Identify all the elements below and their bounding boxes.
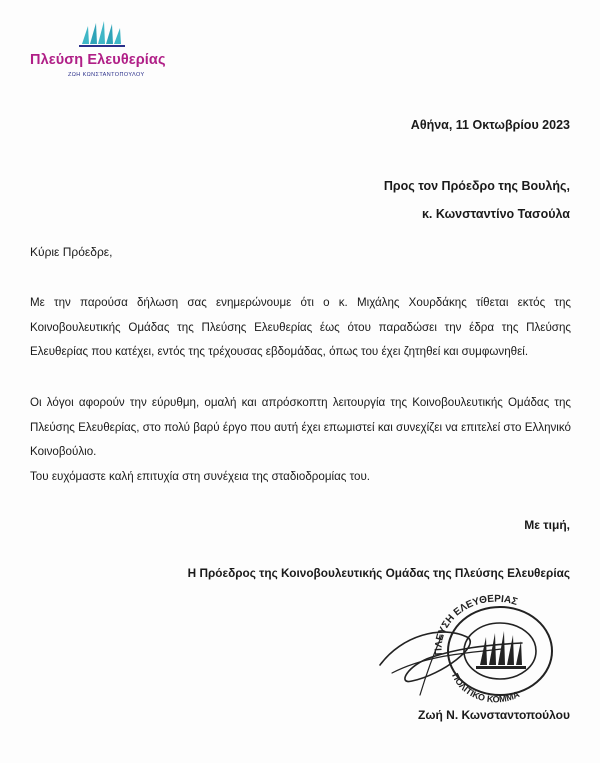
body-paragraph-1: Με την παρούσα δήλωση σας ενημερώνουμε ότι ο κ. Μιχάλης Χουρδάκης τίθεται εκτός της Κοινοβουλευτικής Ομάδας της Πλεύσης Ελευθερίας έως ότου παραδώσει την έδρα της Πλεύσης Ελευθερίας που κατέχει, εντός της τρέχουσας εβδομάδας, όπως του έχει ζητηθεί και συμφωνηθεί.: [30, 296, 571, 358]
recipient-line-2: κ. Κωνσταντίνο Τασούλα: [421, 207, 570, 221]
body-paragraph-3: Του ευχόμαστε καλή επιτυχία στη συνέχεια της σταδιοδρομίας του.: [30, 470, 371, 483]
stamp-text-bottom: ΠΟΛΙΤΙΚΟ ΚΟΜΜΑ: [450, 671, 522, 703]
party-logo: [24, 18, 174, 88]
closing: Με τιμή,: [524, 518, 570, 532]
logo-brand-text: Πλεύση Ελευθερίας: [30, 52, 166, 68]
recipient-line-1: Προς τον Πρόεδρο της Βουλής,: [383, 179, 570, 193]
ships-logo-icon: [74, 20, 134, 50]
letter-date: Αθήνα, 11 Οκτωβρίου 2023: [410, 118, 570, 132]
signer-title: Η Πρόεδρος της Κοινοβουλευτικής Ομάδας της Πλεύσης Ελευθερίας: [187, 566, 570, 580]
salutation: Κύριε Πρόεδρε,: [30, 245, 113, 259]
signer-name: Ζωή Ν. Κωνσταντοπούλου: [418, 708, 570, 722]
logo-subtitle: ΖΩΗ ΚΩΝΣΤΑΝΤΟΠΟΥΛΟΥ: [68, 72, 145, 78]
handwritten-signature: [372, 595, 542, 705]
stamp-text-top: ΠΛΕΥΣΗ ΕΛΕΥΘΕΡΙΑΣ: [433, 593, 519, 656]
body-paragraph-2: Οι λόγοι αφορούν την εύρυθμη, ομαλή και απρόσκοπτη λειτουργία της Κοινοβουλευτικής Ομάδας της Πλεύσης Ελευθερίας, στο πολύ βαρύ έργο που αυτή έχει επωμιστεί και συνεχίζει να επιτελεί στο Ελληνικό Κοινοβούλιο.: [30, 396, 571, 458]
recipient-block: [384, 172, 570, 228]
